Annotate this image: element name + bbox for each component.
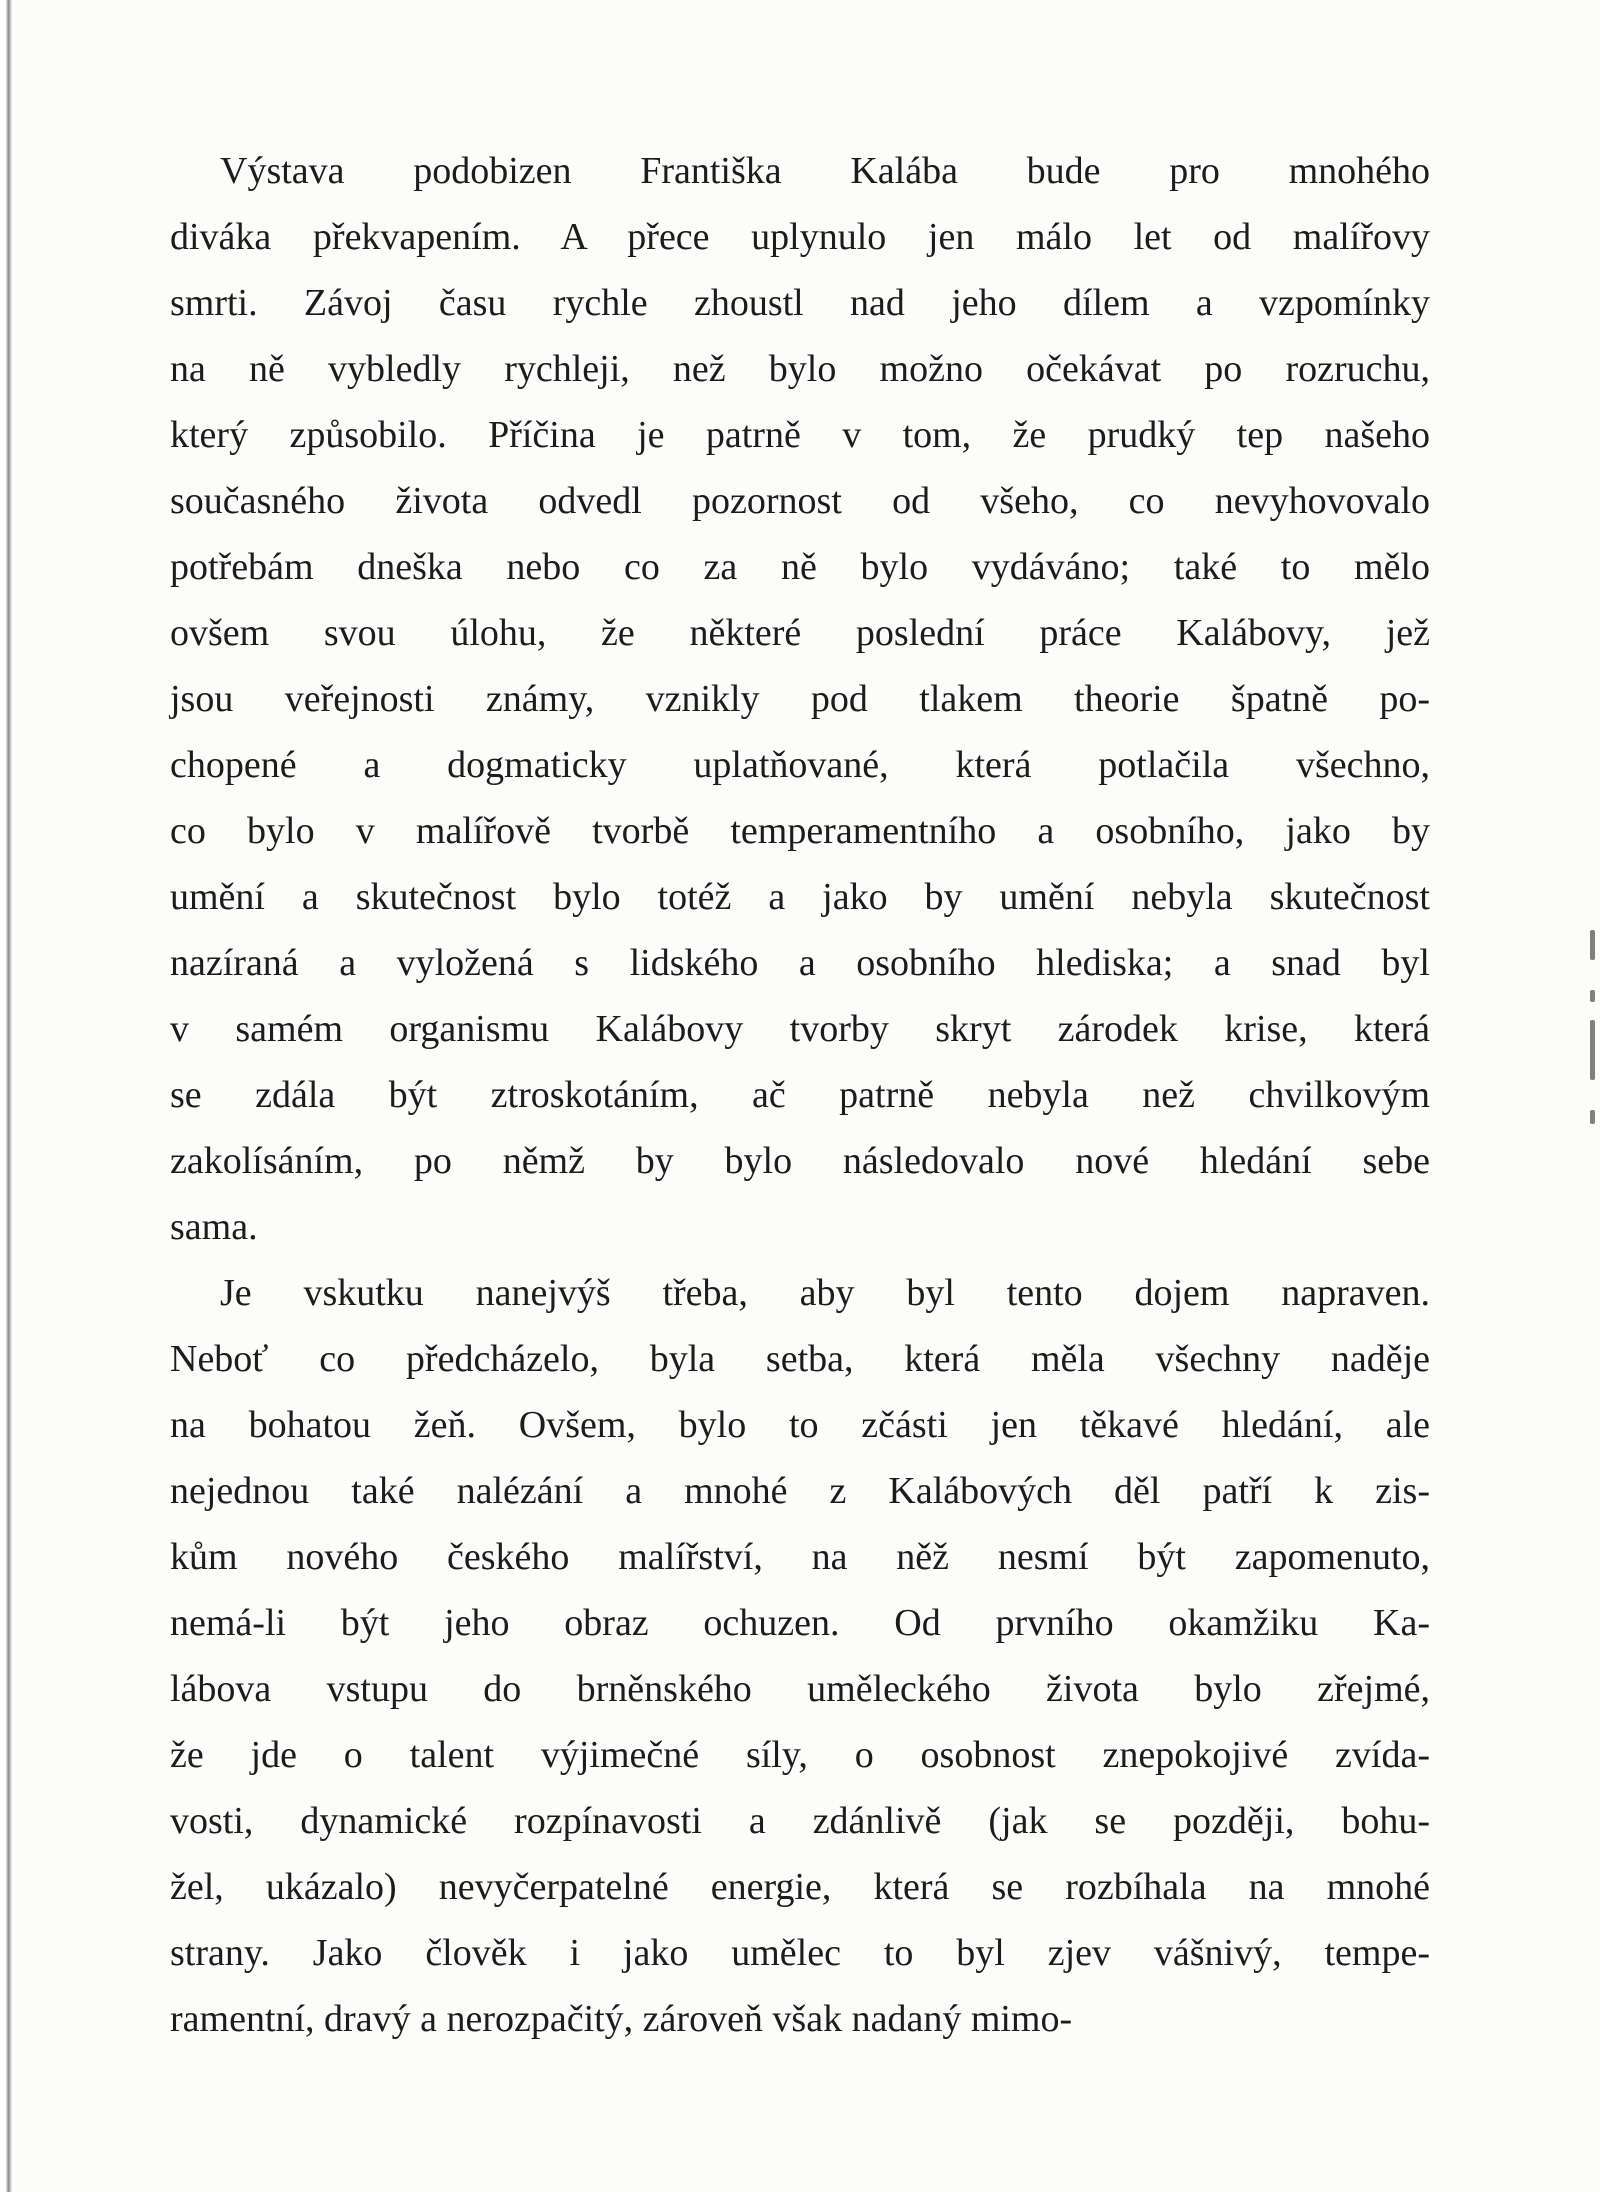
text-line: lábova vstupu do brněnského uměleckého života bylo zřejmé,	[170, 1668, 1430, 1710]
text-line: na ně vybledly rychleji, než bylo možno očekávat po rozruchu,	[170, 348, 1430, 390]
text-line: nejednou také nalézání a mnohé z Kalábových děl patří k zis-	[170, 1470, 1430, 1512]
text-line: Neboť co předcházelo, byla setba, která měla všechny naděje	[170, 1338, 1430, 1380]
text-line: v samém organismu Kalábovy tvorby skryt zárodek krise, která	[170, 1008, 1430, 1050]
text-line: který způsobilo. Příčina je patrně v tom, že prudký tep našeho	[170, 414, 1430, 456]
text-line: umění a skutečnost bylo totéž a jako by umění nebyla skutečnost	[170, 876, 1430, 918]
page-right-edge-marks	[1588, 920, 1598, 1140]
body-text	[170, 138, 1430, 2052]
text-line: ramentní, dravý a nerozpačitý, zároveň však nadaný mimo-	[170, 1998, 1073, 2040]
text-line: současného života odvedl pozornost od všeho, co nevyhovovalo	[170, 480, 1430, 522]
text-line: chopené a dogmaticky uplatňované, která potlačila všechno,	[170, 744, 1430, 786]
text-line: kům nového českého malířství, na něž nesmí být zapomenuto,	[170, 1536, 1430, 1578]
text-line: nazíraná a vyložená s lidského a osobního hlediska; a snad byl	[170, 942, 1430, 984]
text-line: sama.	[170, 1206, 258, 1248]
text-line: diváka překvapením. A přece uplynulo jen málo let od malířovy	[170, 216, 1430, 258]
text-line: nemá-li být jeho obraz ochuzen. Od prvního okamžiku Ka-	[170, 1602, 1430, 1644]
text-line: Je vskutku nanejvýš třeba, aby byl tento dojem napraven.	[220, 1272, 1430, 1314]
text-line: na bohatou žeň. Ovšem, bylo to zčásti jen těkavé hledání, ale	[170, 1404, 1430, 1446]
text-line: co bylo v malířově tvorbě temperamentního a osobního, jako by	[170, 810, 1430, 852]
text-line: žel, ukázalo) nevyčerpatelné energie, která se rozbíhala na mnohé	[170, 1866, 1430, 1908]
text-line: se zdála být ztroskotáním, ač patrně nebyla než chvilkovým	[170, 1074, 1430, 1116]
text-line: strany. Jako člověk i jako umělec to byl zjev vášnivý, tempe-	[170, 1932, 1430, 1974]
text-line: smrti. Závoj času rychle zhoustl nad jeho dílem a vzpomínky	[170, 282, 1430, 324]
text-line: ovšem svou úlohu, že některé poslední práce Kalábovy, jež	[170, 612, 1430, 654]
page-left-edge-shadow	[6, 0, 12, 2192]
text-line: potřebám dneška nebo co za ně bylo vydáváno; také to mělo	[170, 546, 1430, 588]
text-line: vosti, dynamické rozpínavosti a zdánlivě (jak se později, bohu-	[170, 1800, 1430, 1842]
paragraph-1	[170, 138, 1430, 1260]
text-line: Výstava podobizen Františka Kalába bude pro mnohého	[220, 150, 1430, 192]
text-line: že jde o talent výjimečné síly, o osobnost znepokojivé zvída-	[170, 1734, 1430, 1776]
text-line: zakolísáním, po němž by bylo následovalo nové hledání sebe	[170, 1140, 1430, 1182]
paragraph-2	[170, 1260, 1430, 2052]
text-line: jsou veřejnosti známy, vznikly pod tlakem theorie špatně po-	[170, 678, 1430, 720]
